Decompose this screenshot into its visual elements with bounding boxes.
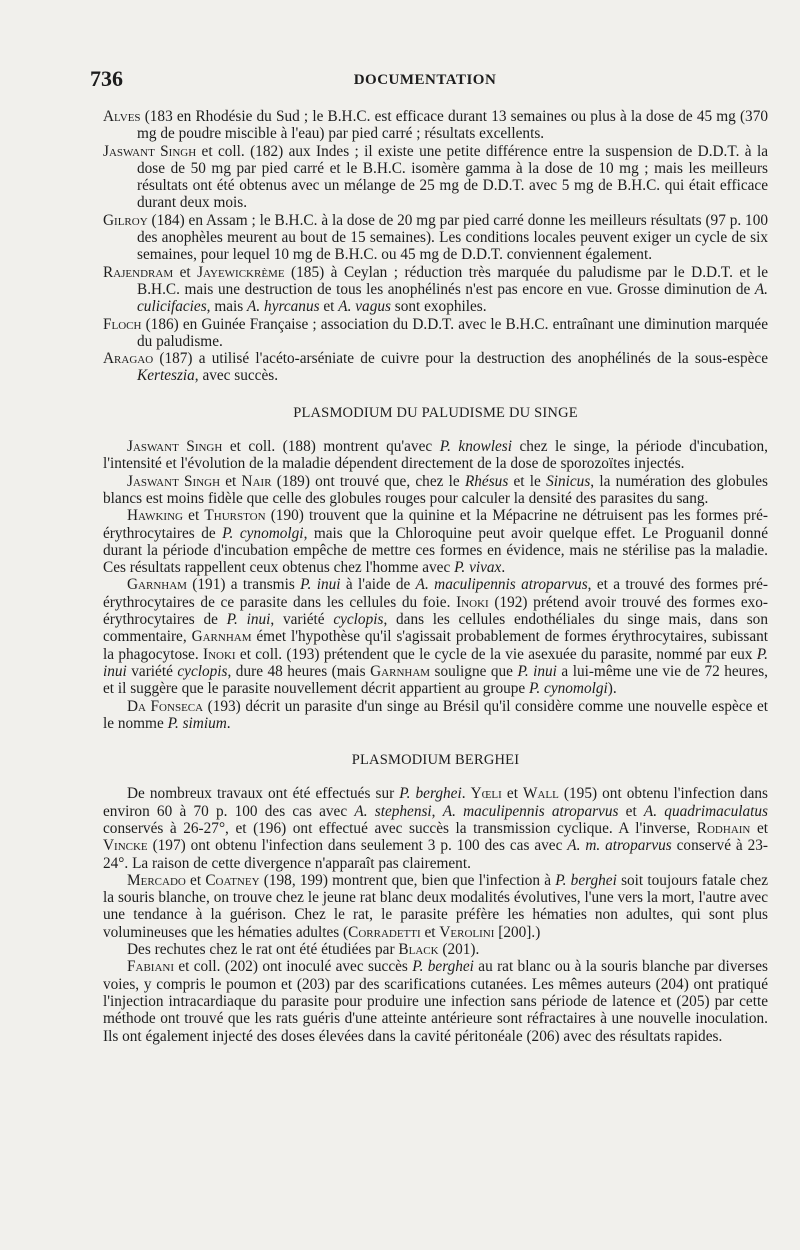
author-name: Rajendram — [103, 263, 174, 281]
body-text — [103, 108, 768, 1045]
section-title: PLASMODIUM DU PALUDISME DU SINGE — [293, 404, 578, 421]
author-name: Alves — [103, 108, 141, 125]
paragraph: Da Fonseca (193) décrit un parasite d'un singe au Brésil qu'il considère comme une nouvelle espèce et le nomme P. simium. — [103, 697, 769, 732]
reference-entry: Jaswant Singh et coll. (182) aux Indes ; il existe une petite différence entre la suspension de D.D.T. à la dose de 50 mg par pied carré et le B.H.C. isomère gamma à la dose de 10 mg ; mais les meilleurs résultats ont été obtenus avec un mélange de 25 mg de D.D.T. avec 5 mg de B.H.C. qui était efficace durant deux mois. — [103, 142, 768, 212]
paragraph: De nombreux travaux ont été effectués sur P. berghei. Yœli et Wall (195) ont obtenu l'infection dans environ 60 à 70 p. 100 des cas avec A. stephensi, A. maculipennis atroparvus et A. quadrimaculatus conservés à 26-27°, et (196) ont effectué avec succès la transmission cyclique. A l'inverse, Rodhain et Vincke (197) ont obtenu l'infection dans seulement 3 p. 100 des cas avec A. m. atroparvus conservé à 23-24°. La raison de cette divergence n'apparaît pas clairement. — [103, 785, 768, 872]
paragraph: Mercado et Coatney (198, 199) montrent que, bien que l'infection à P. berghei soit toujours fatale chez la souris blanche, on trouve chez le jeune rat blanc deux modalités évolutives, l'une vers la mort, l'autre avec une tendance à la guérison. Chez le rat, le parasite préfère les hématies non adultes, qui sont plus volumineuses que les hématies adultes (Corradetti et Verolini [200].) — [103, 871, 768, 941]
page-header — [90, 66, 760, 96]
reference-entry: Floch (186) en Guinée Française ; association du D.D.T. avec le B.H.C. entraînant une diminution marquée du paludisme. — [103, 315, 768, 350]
paragraph: Hawking et Thurston (190) trouvent que la quinine et la Mépacrine ne détruisent pas les formes pré-érythrocytaires de P. cynomolgi, mais que la Chloroquine peut avoir quelque effet. Le Proguanil donné durant la période d'incubation empêche de mettre ces formes en évidence, mais ne stérilise pas la maladie. Ces résultats rappellent ceux obtenus chez l'homme avec P. vivax. — [103, 507, 768, 577]
paragraph: Des rechutes chez le rat ont été étudiées par Black (201). — [127, 941, 480, 959]
author-name: Jaswant Singh — [103, 142, 197, 160]
author-name: Jayewickrème — [197, 263, 285, 281]
paragraph: Garnham (191) a transmis P. inui à l'aide de A. maculipennis atroparvus, et a trouvé des formes pré-érythrocytaires de ce parasite dans les cellules du foie. Inoki (192) prétend avoir trouvé des formes exo-érythrocytaires de P. inui, variété cyclopis, dans les cellules endothéliales du singe mais, dans son commentaire, Garnham émet l'hypothèse qu'il s'agissait probablement de formes érythrocytaires, subissant la phagocytose. Inoki et coll. (193) prétendent que le cycle de la vie asexuée du parasite, nommé par eux P. inui variété cyclopis, dure 48 heures (mais Garnham souligne que P. inui a lui-même une vie de 72 heures, et il suggère que le parasite nouvellement décrit appartient au groupe P. cynomolgi). — [103, 576, 769, 698]
running-title: DOCUMENTATION — [353, 72, 497, 88]
section-title: PLASMODIUM BERGHEI — [351, 752, 520, 769]
reference-entry: Gilroy (184) en Assam ; le B.H.C. à la dose de 20 mg par pied carré donne les meilleurs résultats (97 p. 100 des anophèles meurent au bout de 15 semaines). Les conditions locales peuvent exiger un cycle de six semaines, pour lequel 10 mg de B.H.C. ou 45 mg de D.D.T. conviennent également. — [103, 211, 768, 264]
author-name: Floch — [103, 315, 142, 333]
reference-entry: Aragao (187) a utilisé l'acéto-arséniate de cuivre pour la destruction des anophélinés de la sous-espèce Kerteszia, avec succès. — [103, 350, 768, 385]
reference-entry: Alves (183 en Rhodésie du Sud ; le B.H.C. est efficace durant 13 semaines ou plus à la dose de 45 mg (370 mg de poudre miscible à l'eau) par pied carré ; résultats excellents. — [103, 108, 768, 143]
page-number: 736 — [90, 66, 123, 91]
paragraph: Fabiani et coll. (202) ont inoculé avec succès P. berghei au rat blanc ou à la souris blanche par diverses voies, y compris le poumon et (203) par des scarifications cutanées. Les mêmes auteurs (204) ont pratiqué l'injection intracardiaque du parasite pour produire une infection sans période de latence et (205) par cette méthode ont trouvé que les rats guéris d'une atteinte antérieure sont réfractaires à une nouvelle inoculation. Ils ont également injecté des doses élevées dans la cavité péritonéale (206) avec des résultats rapides. — [103, 958, 768, 1045]
paragraph: Jaswant Singh et Nair (189) ont trouvé que, chez le Rhésus et le Sinicus, la numération des globules blancs est moins fidèle que celle des globules rouges pour calculer la densité des parasites du sang. — [103, 472, 768, 507]
author-name: Aragao — [103, 350, 154, 368]
reference-entry: Rajendram et Jayewickrème (185) à Ceylan ; réduction très marquée du paludisme par le D.D.T. et le B.H.C. mais une destruction de tous les anophélinés n'est pas encore en vue. Grosse diminution de A. culicifacies, mais A. hyrcanus et A. vagus sont exophiles. — [103, 263, 768, 316]
paragraph: Jaswant Singh et coll. (188) montrent qu'avec P. knowlesi chez le singe, la période d'incubation, l'intensité et l'évolution de la maladie dépendent directement de la dose de sporozoïtes injectés. — [103, 438, 768, 473]
author-name: Gilroy — [103, 211, 148, 229]
